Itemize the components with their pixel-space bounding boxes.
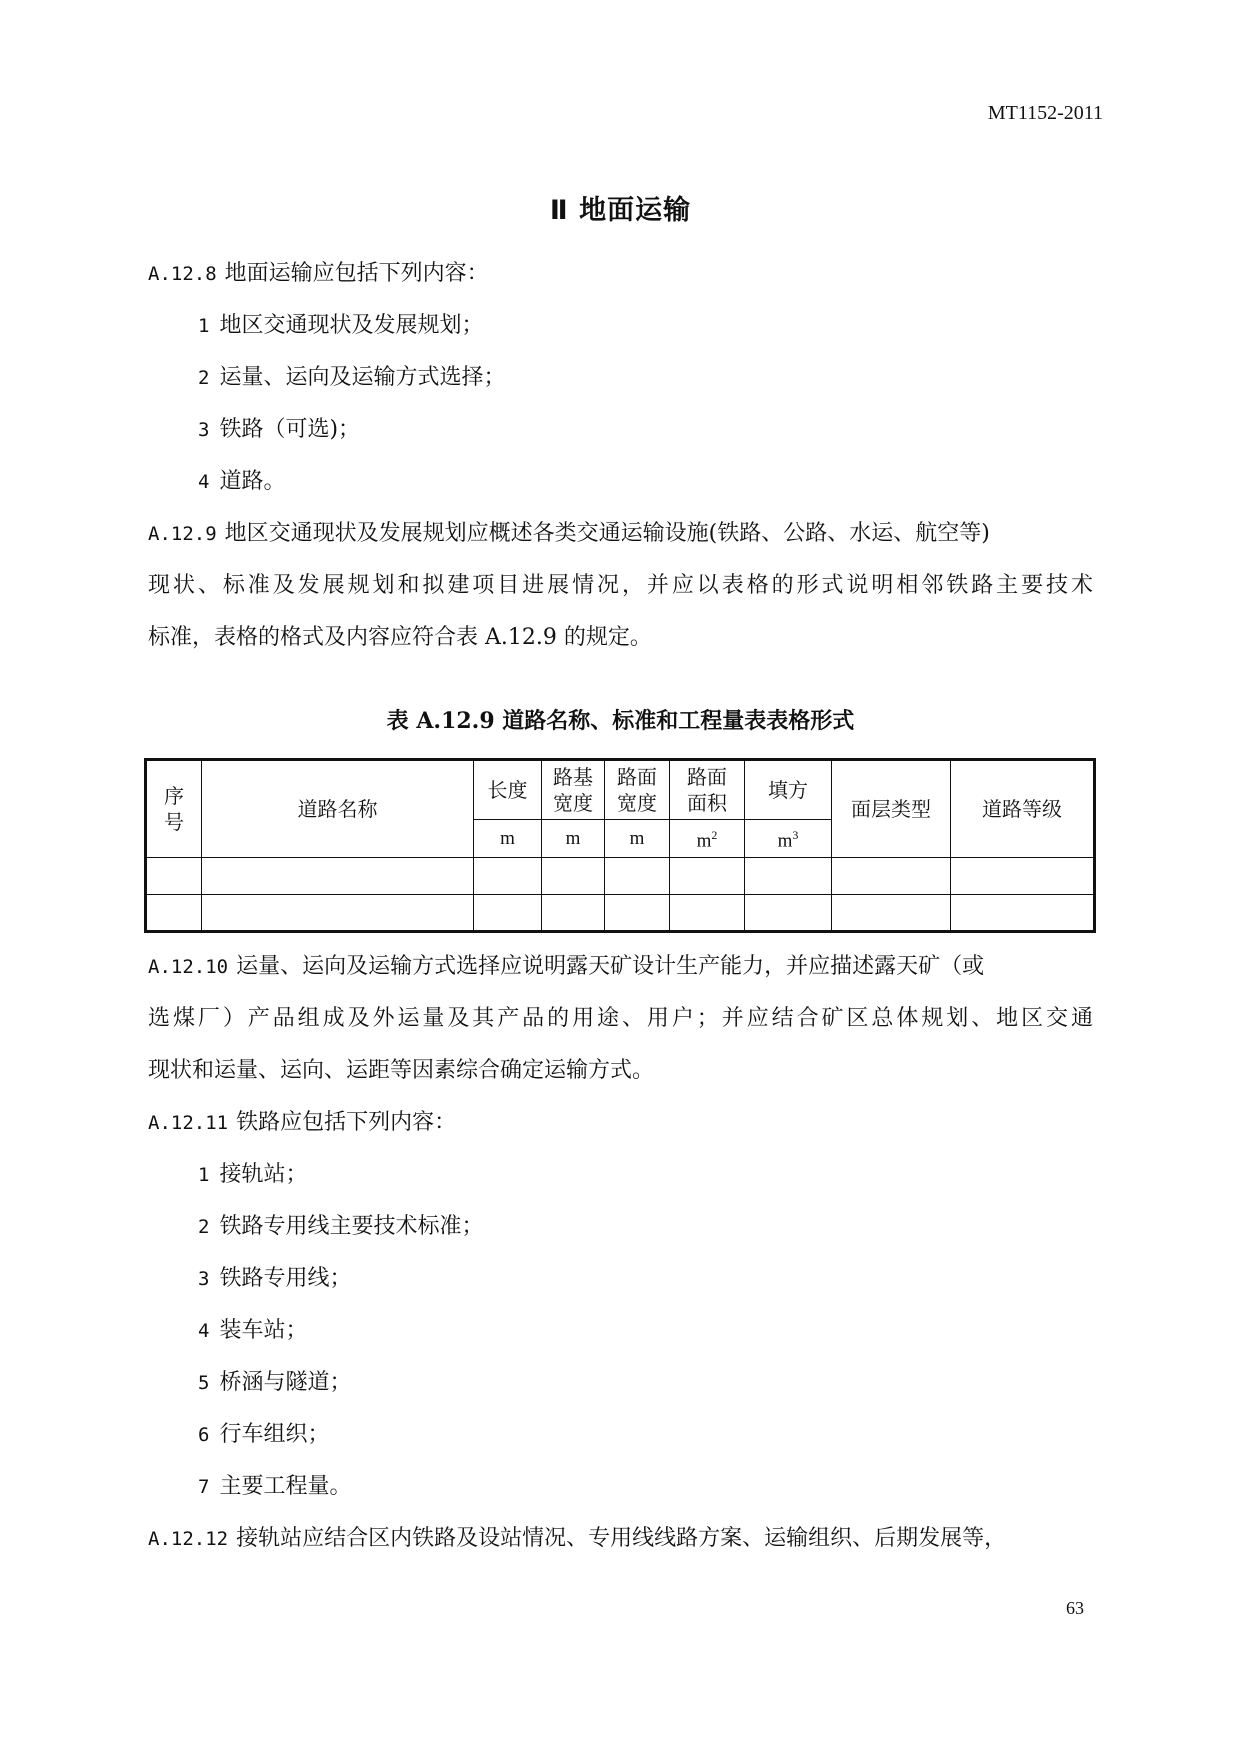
clause-a12-10-line3: 现状和运量、运向、运距等因素综合确定运输方式。: [148, 1058, 655, 1083]
page-number: 63: [1066, 1598, 1084, 1618]
list-item-text: 地区交通现状及发展规划；: [219, 313, 484, 338]
list-item-text: 桥涵与隧道；: [219, 1370, 352, 1395]
header-seq: 序 号: [146, 760, 202, 858]
table-cell: [670, 895, 745, 932]
header-road-grade: 道路等级: [951, 760, 1095, 858]
document-code: MT1152-2011: [987, 102, 1103, 124]
list-item-number: 3: [198, 1268, 210, 1290]
unit-fill: $m^3$: [745, 820, 832, 858]
list-item: [198, 362, 1143, 394]
table-cell: [951, 858, 1095, 895]
clause-text: 地面运输应包括下列内容：: [224, 261, 489, 286]
clause-a12-9-line1: [148, 518, 1093, 550]
clause-a12-12: [148, 1523, 1093, 1555]
table-row: [146, 895, 1095, 932]
table-cell: [832, 858, 951, 895]
list-item-text: 铁路（可选)；: [219, 417, 361, 442]
table-cell: [146, 895, 202, 932]
list-item-text: 行车组织；: [219, 1422, 330, 1447]
table-cell: [474, 895, 542, 932]
list-item-text: 主要工程量。: [219, 1474, 352, 1499]
table-cell: [670, 858, 745, 895]
list-item: [198, 1315, 1143, 1347]
clause-a12-11: [148, 1107, 1093, 1139]
list-item-number: 2: [198, 1216, 210, 1238]
list-item-text: 铁路专用线主要技术标准；: [219, 1214, 484, 1239]
clause-number: A.12.9: [148, 523, 217, 545]
header-surface-width: 路面 宽度: [605, 760, 670, 820]
list-item-number: 4: [198, 1320, 210, 1342]
list-item: [198, 1159, 1143, 1191]
list-item-number: 6: [198, 1424, 210, 1446]
header-surface-area: 路面 面积: [670, 760, 745, 820]
clause-a12-9-line3: 标准，表格的格式及内容应符合表 A.12.9 的规定。: [148, 625, 652, 650]
unit-surface-area: $m^2$: [670, 820, 745, 858]
table-cell: [951, 895, 1095, 932]
list-item: [198, 1263, 1143, 1295]
table-cell: [542, 895, 605, 932]
clause-text: 地区交通现状及发展规划应概述各类交通运输设施(铁路、公路、水运、航空等): [224, 521, 990, 546]
list-item-number: 1: [198, 315, 210, 337]
unit-surface-width: m: [605, 820, 670, 858]
list-item-text: 运量、运向及运输方式选择；: [219, 365, 506, 390]
list-item-number: 5: [198, 1372, 210, 1394]
table-cell: [202, 858, 474, 895]
road-table: [144, 758, 1096, 933]
clause-text: 接轨站应结合区内铁路及设站情况、专用线线路方案、运输组织、后期发展等，: [236, 1526, 1007, 1551]
table-caption: 表 A.12.9 道路名称、标准和工程量表表格形式: [386, 708, 855, 734]
list-item-number: 7: [198, 1476, 210, 1498]
list-item: [198, 414, 1143, 446]
header-fill: 填方: [745, 760, 832, 820]
list-item: [198, 1419, 1143, 1451]
table-cell: [146, 858, 202, 895]
header-subgrade-width: 路基 宽度: [542, 760, 605, 820]
list-item: [198, 466, 1143, 498]
list-item-text: 铁路专用线；: [219, 1266, 352, 1291]
table-cell: [745, 858, 832, 895]
list-item-text: 装车站；: [219, 1318, 308, 1343]
unit-subgrade-width: m: [542, 820, 605, 858]
clause-number: A.12.11: [148, 1112, 229, 1134]
list-item-number: 1: [198, 1164, 210, 1186]
clause-a12-8: [148, 258, 1093, 290]
table-cell: [832, 895, 951, 932]
header-surface-type: 面层类型: [832, 760, 951, 858]
list-item-number: 2: [198, 367, 210, 389]
section-title: Ⅱ 地面运输: [549, 195, 692, 226]
unit-length: m: [474, 820, 542, 858]
list-item-number: 4: [198, 471, 210, 493]
header-road-name: 道路名称: [202, 760, 474, 858]
table-cell: [474, 858, 542, 895]
clause-text: 铁路应包括下列内容：: [236, 1110, 457, 1135]
table-row: [146, 858, 1095, 895]
clause-text: 运量、运向及运输方式选择应说明露天矿设计生产能力，并应描述露天矿（或: [236, 954, 985, 979]
table-cell: [745, 895, 832, 932]
clause-number: A.12.12: [148, 1528, 229, 1550]
list-item-text: 接轨站；: [219, 1162, 308, 1187]
table-cell: [542, 858, 605, 895]
clause-a12-9-line2: 现状、标准及发展规划和拟建项目进展情况，并应以表格的形式说明相邻铁路主要技术: [148, 573, 1093, 598]
table-cell: [605, 858, 670, 895]
list-item: [198, 1211, 1143, 1243]
clause-a12-10-line1: [148, 951, 1093, 983]
list-item-number: 3: [198, 419, 210, 441]
clause-number: A.12.10: [148, 956, 229, 978]
table-cell: [202, 895, 474, 932]
list-item-text: 道路。: [219, 469, 286, 494]
list-item: [198, 310, 1143, 342]
list-item: [198, 1367, 1143, 1399]
clause-a12-10-line2: 选煤厂）产品组成及外运量及其产品的用途、用户；并应结合矿区总体规划、地区交通: [148, 1006, 1093, 1031]
header-length: 长度: [474, 760, 542, 820]
list-item: [198, 1471, 1143, 1503]
clause-number: A.12.8: [148, 263, 217, 285]
table-cell: [605, 895, 670, 932]
